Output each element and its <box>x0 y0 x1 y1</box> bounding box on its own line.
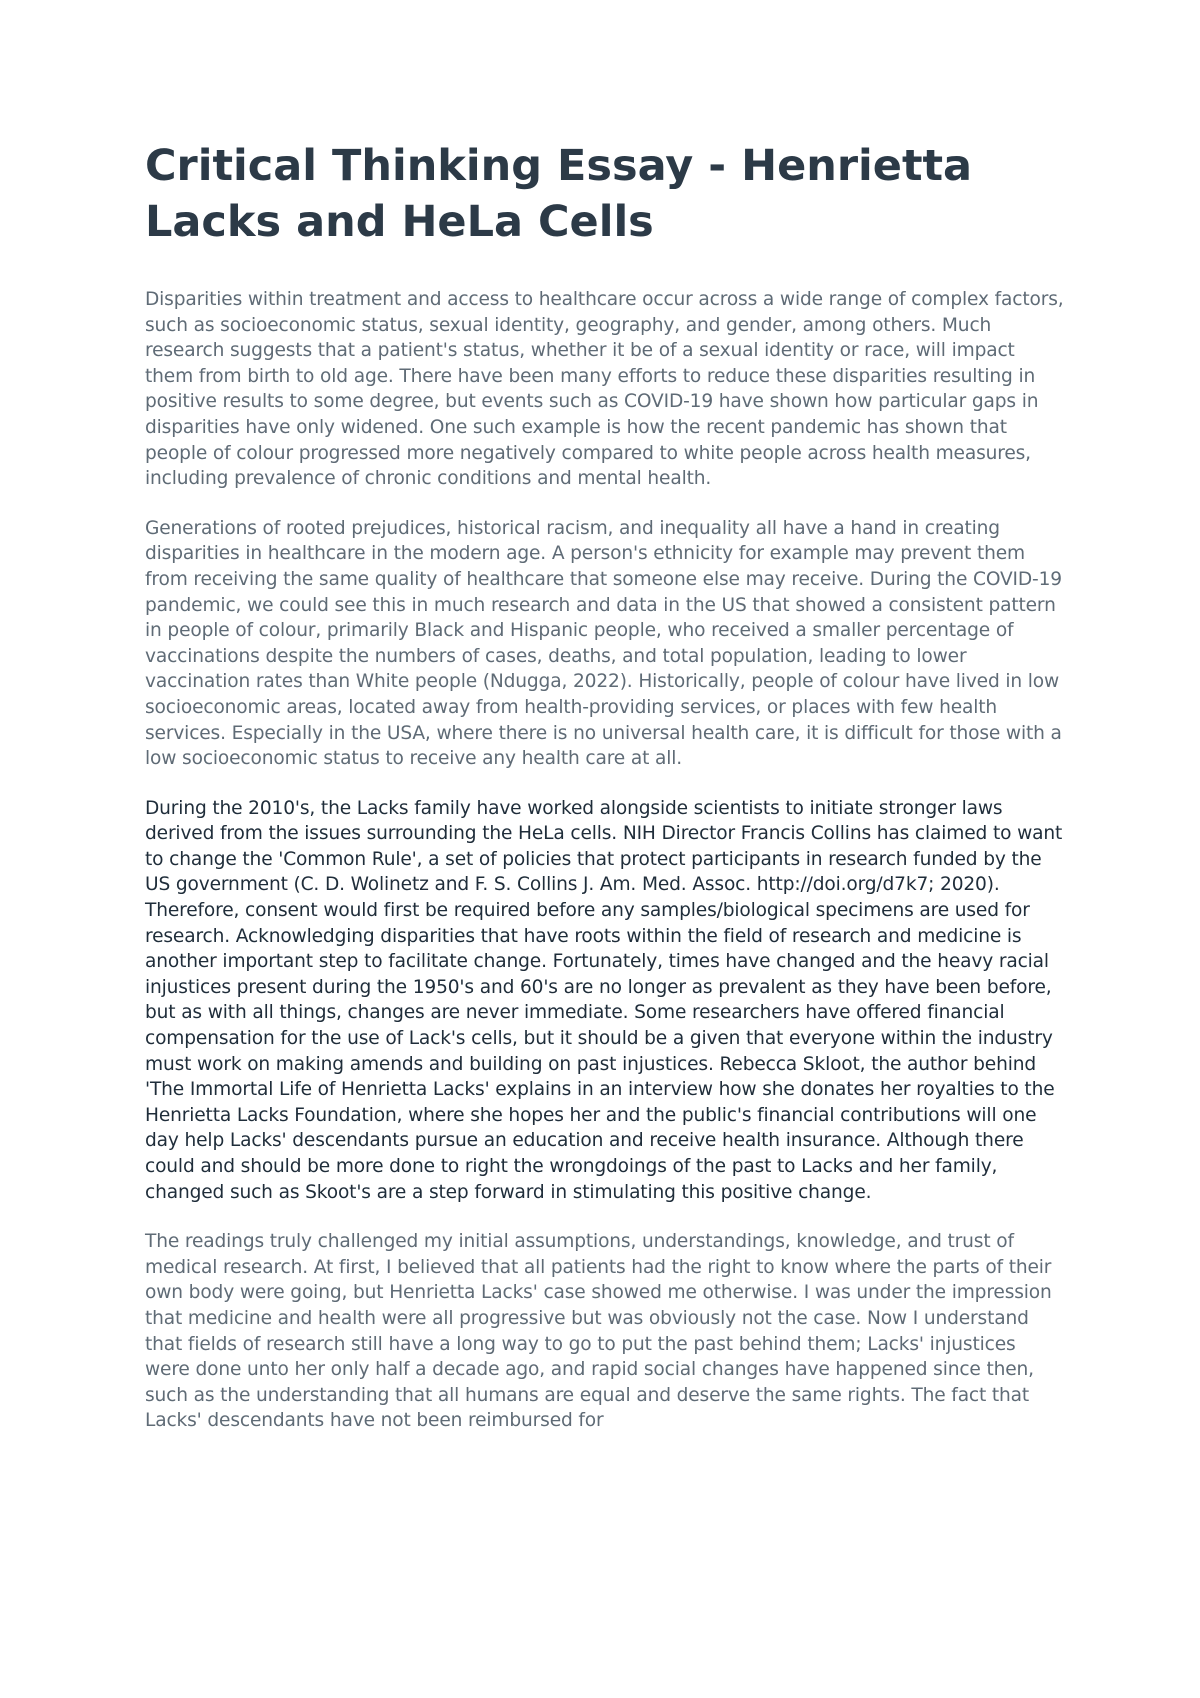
document-title: Critical Thinking Essay - Henrietta Lacks and HeLa Cells <box>145 141 973 247</box>
paragraph-historical-disparities: Generations of rooted prejudices, historical racism, and inequality all have a hand in creating disparities in healthcare in the modern age. A person's ethnicity for example may prevent them from receiving the same quality of healthcare that someone else may receive. During the COVID-19 pandemic, we could see this in much research and data in the US that showed a consistent pattern in people of colour, primarily Black and Hispanic people, who received a smaller percentage of vaccinations despite the numbers of cases, deaths, and total population, leading to lower vaccination rates than White people (Ndugga, 2022). Historically, people of colour have lived in low socioeconomic areas, located away from health-providing services, or places with few health services. Especially in the USA, where there is no universal health care, it is difficult for those with a low socioeconomic status to receive any health care at all. <box>145 517 1062 770</box>
paragraph-intro: Disparities within treatment and access to healthcare occur across a wide range of complex factors, such as socioeconomic status, sexual identity, geography, and gender, among others. Much research suggests that a patient's status, whether it be of a sexual identity or race, will impact them from birth to old age. There have been many efforts to reduce these disparities resulting in positive results to some degree, but events such as COVID-19 have shown how particular gaps in disparities have only widened. One such example is how the recent pandemic has shown that people of colour progressed more negatively compared to white people across health measures, including prevalence of chronic conditions and mental health. <box>145 289 1064 490</box>
document-body <box>145 138 1065 1458</box>
paragraph-reflection: The readings truly challenged my initial assumptions, understandings, knowledge, and trust of medical research. At first, I believed that all patients had the right to know where the parts of their own body were going, but Henrietta Lacks' case showed me otherwise. I was under the impression that medicine and health were all progressive but was obviously not the case. Now I understand that fields of research still have a long way to go to put the past behind them; Lacks' injustices were done unto her only half a decade ago, and rapid social changes have happened since then, such as the understanding that all humans are equal and deserve the same rights. The fact that Lacks' descendants have not been reimbursed for <box>145 1231 1052 1432</box>
paragraph-lacks-family-laws: During the 2010's, the Lacks family have worked alongside scientists to initiate stronger laws derived from the issues surrounding the HeLa cells. NIH Director Francis Collins has claimed to want to change the 'Common Rule', a set of policies that protect participants in research funded by the US government (C. D. Wolinetz and F. S. Collins J. Am. Med. Assoc. http://doi.org/d7k7; 2020). Therefore, consent would first be required before any samples/biological specimens are used for research. Acknowledging disparities that have roots within the field of research and medicine is another important step to facilitate change. Fortunately, times have changed and the heavy racial injustices present during the 1950's and 60's are no longer as prevalent as they have been before, but as with all things, changes are never immediate. Some researchers have offered financial compensation for the use of Lack's cells, but it should be a given that everyone within the industry must work on making amends and building on past injustices. Rebecca Skloot, the author behind 'The Immortal Life of Henrietta Lacks' explains in an interview how she donates her royalties to the Henrietta Lacks Foundation, where she hopes her and the public's financial contributions will one day help Lacks' descendants pursue an education and receive health insurance. Although there could and should be more done to right the wrongdoings of the past to Lacks and her family, changed such as Skoot's are a step forward in stimulating this positive change. <box>145 797 1063 1203</box>
